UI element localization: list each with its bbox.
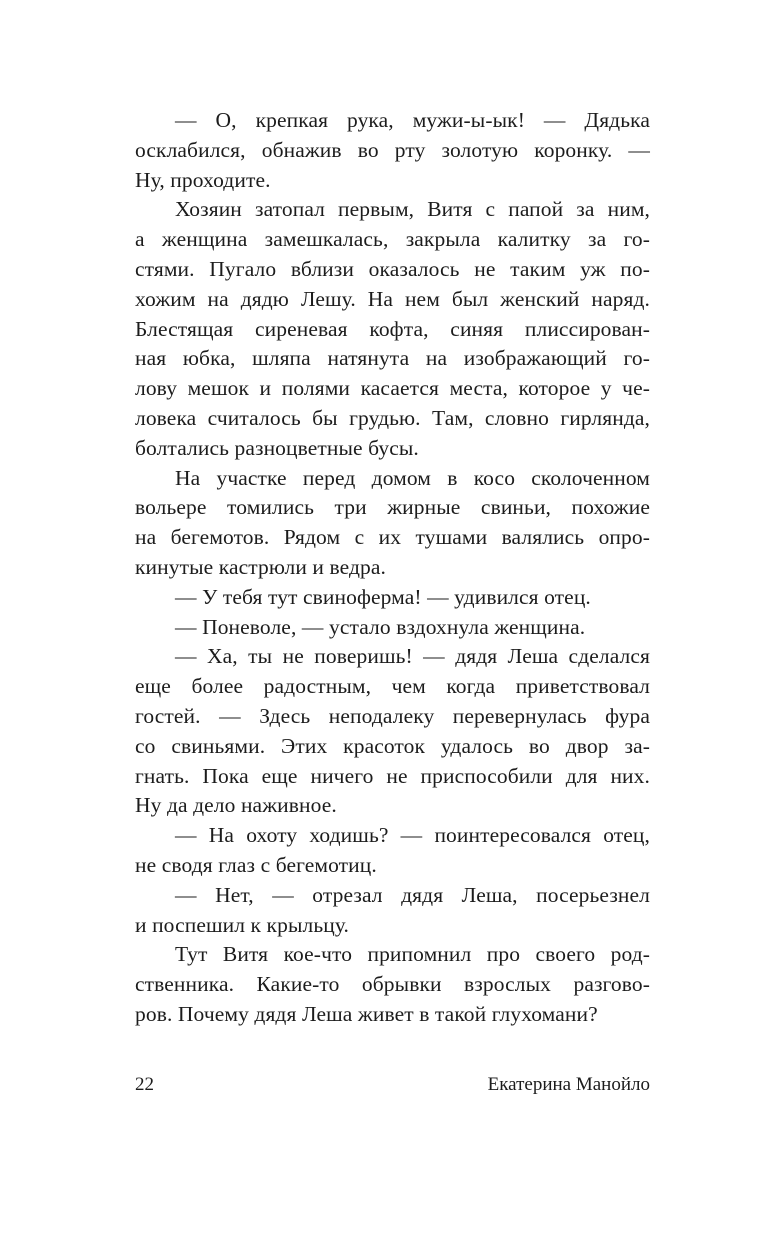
text-line: — На охоту ходишь? — поинтересовался отец, — [175, 823, 650, 848]
text-line: — У тебя тут свиноферма! — удивился отец. — [175, 584, 591, 609]
running-title-author: Екатерина Манойло — [487, 1074, 650, 1095]
text-line: — Ха, ты не поверишь! — дядя Леша сделался — [175, 644, 650, 669]
text-line: — Поневоле, — устало вздохнула женщина. — [175, 614, 586, 639]
paragraph — [135, 195, 650, 463]
text-line: и поспешил к крыльцу. — [135, 912, 350, 937]
text-line: а женщина замешкалась, закрыла калитку за го- — [135, 227, 650, 252]
text-line: стями. Пугало вблизи оказалось не таким уж по- — [135, 256, 650, 281]
paragraph — [135, 613, 650, 643]
text-line: Тут Витя кое-что припомнил про своего род- — [175, 942, 650, 967]
text-line: хожим на дядю Лешу. На нем был женский наряд. — [135, 286, 650, 311]
text-line: На участке перед домом в косо сколоченном — [175, 465, 650, 490]
paragraph — [135, 464, 650, 583]
text-line: ственника. Какие-то обрывки взрослых разгово- — [135, 972, 650, 997]
paragraph — [135, 940, 650, 1029]
paragraph — [135, 642, 650, 821]
paragraph — [135, 881, 650, 941]
text-line: ная юбка, шляпа натянута на изображающий го- — [135, 346, 650, 371]
text-line: Блестящая сиреневая кофта, синяя плиссирован- — [135, 316, 650, 341]
text-line: кинутые кастрюли и ведра. — [135, 554, 386, 579]
page-footer — [135, 1073, 650, 1097]
text-line: ров. Почему дядя Леша живет в такой глухомани? — [135, 1001, 598, 1026]
text-line: гнать. Пока еще ничего не приспособили для них. — [135, 763, 650, 788]
text-line: Ну, проходите. — [135, 167, 271, 192]
text-block — [135, 106, 650, 1030]
text-line: Хозяин затопал первым, Витя с папой за ним, — [175, 197, 650, 222]
text-line: — Нет, — отрезал дядя Леша, посерьезнел — [175, 882, 650, 907]
text-line: осклабился, обнажив во рту золотую коронку. — — [135, 137, 650, 162]
text-line: — О, крепкая рука, мужи-ы-ык! — Дядька — [175, 108, 650, 132]
text-line: Ну да дело наживное. — [135, 793, 337, 818]
paragraph — [135, 106, 650, 195]
text-line: ловека считалось бы грудью. Там, словно гирлянда, — [135, 405, 650, 430]
text-line: лову мешок и полями касается места, которое у че- — [135, 376, 650, 401]
text-line: со свиньями. Этих красоток удалось во двор за- — [135, 733, 650, 758]
text-line: на бегемотов. Рядом с их тушами валялись опро- — [135, 525, 650, 550]
paragraph — [135, 583, 650, 613]
text-line: болтались разноцветные бусы. — [135, 435, 419, 460]
text-line: еще более радостным, чем когда приветствовал — [135, 674, 650, 699]
text-line: вольере томились три жирные свиньи, похожие — [135, 495, 650, 520]
page-number: 22 — [135, 1074, 154, 1095]
text-line: не сводя глаз с бегемотиц. — [135, 852, 377, 877]
text-line: гостей. — Здесь неподалеку перевернулась фура — [135, 703, 650, 728]
paragraph — [135, 821, 650, 881]
